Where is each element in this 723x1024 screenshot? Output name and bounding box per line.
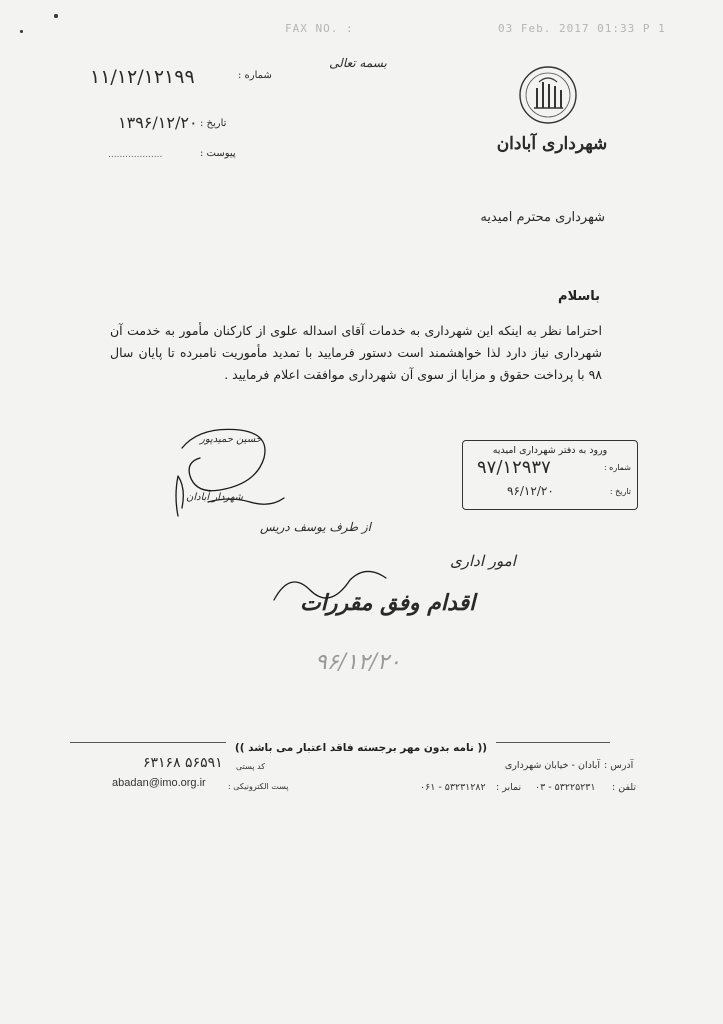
attachment-label: پیوست :	[200, 148, 236, 159]
registration-stamp	[462, 440, 638, 510]
fax-number-label: FAX NO. :	[285, 22, 354, 35]
scan-speck	[54, 14, 58, 18]
greeting: باسلام	[558, 289, 600, 304]
address-label: آدرس :	[604, 760, 634, 771]
address-value: آبادان - خیابان شهرداری	[504, 760, 600, 771]
postal-code-label: کد پستی	[236, 762, 265, 771]
stamp-number-value: ۹۷/۱۲۹۳۷	[477, 457, 551, 478]
annotation-line2: اقدام وفق مقررات	[300, 590, 476, 616]
letter-body: احتراما نظر به اینکه این شهرداری به خدمات آقای اسداله علوی از کارکنان مأمور به خدمت آن شهرداری نیاز دارد لذا خواهشمند است دستور فرمایید با تمدید مأموریت نامبرده تا پایان سال ۹۸ با پرداخت حقوق و مزایا از سوی آن شهرداری موافقت اعلام فرمایید .	[110, 323, 602, 382]
attachment-value: ...................	[108, 150, 163, 160]
email-link[interactable]: abadan@imo.org.ir	[112, 777, 206, 789]
municipality-emblem-icon	[517, 64, 579, 126]
phone-value: ۰۳ - ۵۳۲۲۵۲۳۱	[535, 782, 596, 793]
on-behalf-line: از طرف یوسف دریس	[260, 520, 371, 534]
annotation-date: ۹۶/۱۲/۲۰	[315, 650, 401, 675]
stamp-title: ورود به دفتر شهرداری امیدیه	[492, 445, 608, 456]
number-value: ۱۱/۱۲/۱۲۱۹۹	[90, 66, 195, 88]
stamp-date-label: تاریخ :	[609, 487, 631, 496]
phone-label: تلفن :	[612, 782, 637, 793]
bismillah-heading: بسمه تعالی	[329, 56, 387, 70]
date-label: تاریخ :	[200, 118, 227, 129]
fax-label: نمابر :	[496, 782, 522, 793]
annotation-line1: امور اداری	[450, 552, 516, 570]
number-label: شماره :	[238, 70, 272, 81]
postal-code-value: ۶۳۱۶۸ ۵۶۵۹۱	[143, 755, 223, 771]
signer-title: شهردار آبادان	[186, 492, 243, 503]
organization-name: شهرداری آبادان	[496, 134, 608, 154]
fax-value: ۰۶۱ - ۵۳۲۳۱۲۸۲	[420, 782, 486, 793]
email-label: پست الکترونیکی :	[228, 782, 289, 791]
signer-name: حسین حمیدپور	[200, 434, 262, 445]
stamp-date-value: ۹۶/۱۲/۲۰	[507, 484, 554, 498]
recipient-line: شهرداری محترم امیدیه	[480, 210, 605, 225]
fax-timestamp: 03 Feb. 2017 01:33 P 1	[498, 22, 666, 35]
annotation-scribble	[270, 560, 390, 620]
footer-notice: (( نامه بدون مهر برجسته فاقد اعتبار می باشد ))	[226, 742, 496, 754]
scan-speck	[20, 30, 23, 33]
date-value: ۱۳۹۶/۱۲/۲۰	[118, 113, 198, 132]
stamp-number-label: شماره :	[603, 463, 631, 472]
